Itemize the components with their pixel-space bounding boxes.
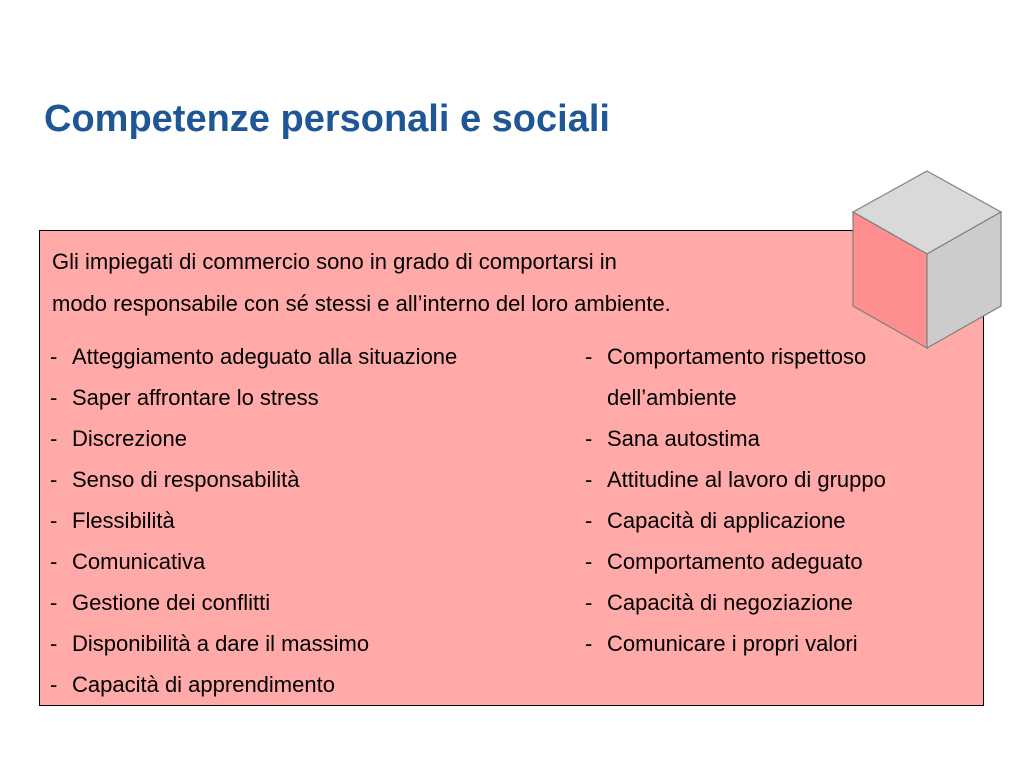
intro-line-1: Gli impiegati di commercio sono in grado di comportarsi in <box>52 249 617 274</box>
list-item <box>585 418 886 459</box>
list-item <box>50 500 457 541</box>
page-title: Competenze personali e sociali <box>44 98 610 140</box>
cube-icon <box>850 168 1004 350</box>
bullet-dash: - <box>50 549 58 574</box>
bullet-dash: - <box>585 631 593 656</box>
list-item-label: Comunicativa <box>72 549 206 574</box>
list-item <box>50 582 457 623</box>
list-item-label: Comportamento rispettoso <box>607 344 867 369</box>
list-item-label: Disponibilità a dare il massimo <box>72 631 370 656</box>
bullet-dash: - <box>50 508 58 533</box>
bullet-dash: - <box>585 508 593 533</box>
list-item <box>50 459 457 500</box>
bullet-dash: - <box>50 590 58 615</box>
list-item-label: Capacità di negoziazione <box>607 590 853 615</box>
bullet-dash: - <box>585 344 593 369</box>
list-item <box>50 336 457 377</box>
bullet-dash: - <box>50 672 58 697</box>
bullet-dash: - <box>50 631 58 656</box>
list-item-label-continued: dell’ambiente <box>607 385 737 410</box>
list-item-label: Gestione dei conflitti <box>72 590 271 615</box>
intro-text <box>52 241 671 325</box>
bullet-dash: - <box>50 385 58 410</box>
list-item <box>50 541 457 582</box>
list-item <box>585 459 886 500</box>
intro-line-2: modo responsabile con sé stessi e all’interno del loro ambiente. <box>52 291 671 316</box>
list-item-label: Senso di responsabilità <box>72 467 300 492</box>
list-item <box>585 623 886 664</box>
list-item-label: Capacità di apprendimento <box>72 672 335 697</box>
list-item-label: Saper affrontare lo stress <box>72 385 319 410</box>
list-item <box>50 623 457 664</box>
list-item-label: Atteggiamento adeguato alla situazione <box>72 344 458 369</box>
list-item-label: Capacità di applicazione <box>607 508 846 533</box>
bullet-dash: - <box>585 549 593 574</box>
list-item <box>585 336 886 418</box>
list-item <box>585 582 886 623</box>
list-item <box>50 664 457 705</box>
bullet-dash: - <box>50 426 58 451</box>
list-item <box>50 418 457 459</box>
bullet-dash: - <box>50 467 58 492</box>
content-box <box>39 230 984 706</box>
list-item-label: Comportamento adeguato <box>607 549 863 574</box>
list-item-label: Discrezione <box>72 426 187 451</box>
bullet-dash: - <box>585 426 593 451</box>
bullet-dash: - <box>50 344 58 369</box>
right-competence-list <box>585 336 886 664</box>
left-competence-list <box>50 336 457 705</box>
list-item-label: Comunicare i propri valori <box>607 631 858 656</box>
list-item <box>585 541 886 582</box>
list-item <box>50 377 457 418</box>
list-item-label: Flessibilità <box>72 508 175 533</box>
list-item-label: Attitudine al lavoro di gruppo <box>607 467 886 492</box>
bullet-dash: - <box>585 590 593 615</box>
bullet-dash: - <box>585 467 593 492</box>
list-item <box>585 500 886 541</box>
list-item-label: Sana autostima <box>607 426 760 451</box>
